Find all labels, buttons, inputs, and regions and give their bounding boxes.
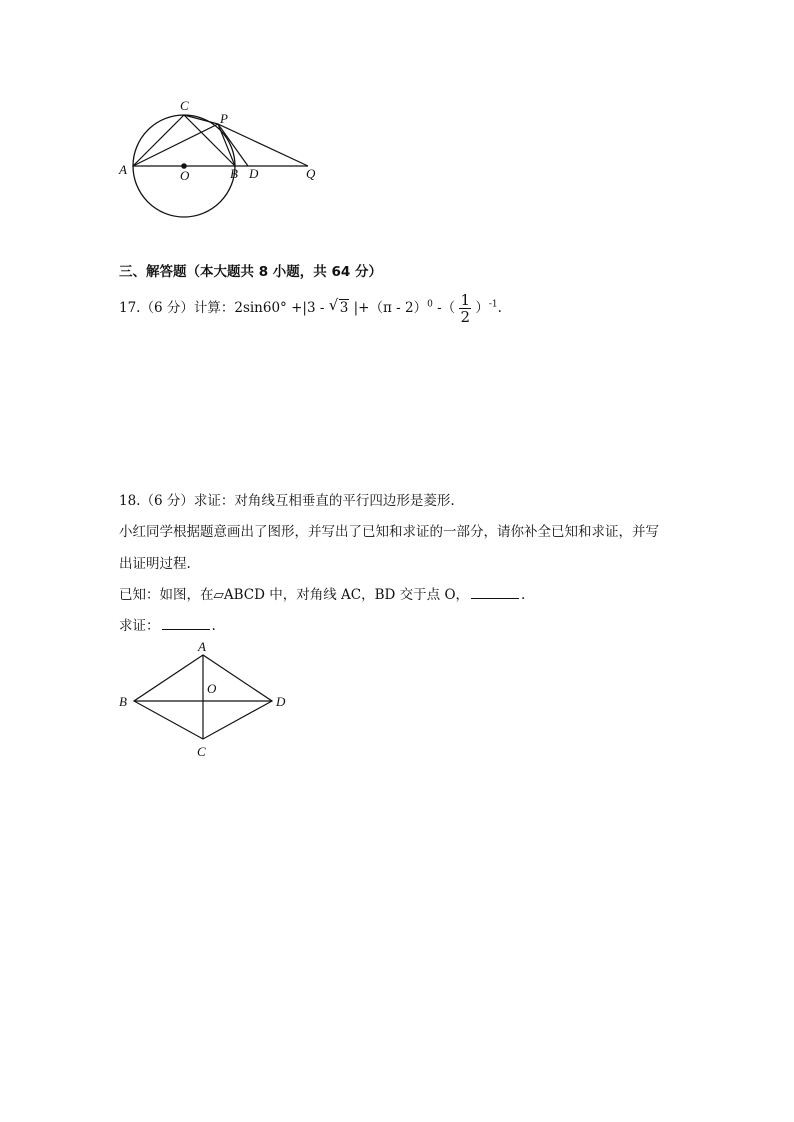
q17-part5: ）: [475, 300, 489, 316]
fraction-half: [459, 292, 471, 325]
label-q: Q: [306, 166, 316, 181]
q17-end: .: [497, 300, 502, 316]
label-o: O: [180, 168, 190, 183]
sqrt-expression: [329, 296, 350, 320]
label-c: C: [180, 98, 189, 113]
label-b2: B: [119, 694, 127, 709]
label-d: D: [249, 166, 259, 181]
radical-sign: √: [328, 296, 339, 314]
rhombus-figure: [112, 638, 297, 762]
label-c2: C: [197, 744, 206, 759]
q17-prefix: 17.（6 分）计算：2sin60°: [119, 300, 287, 316]
q18-given: [119, 583, 525, 603]
label-a: A: [119, 162, 127, 177]
q17-part4: -（: [437, 300, 456, 316]
q18-line1: 18.（6 分）求证：对角线互相垂直的平行四边形是菱形.: [119, 493, 455, 509]
given-prefix: 已知：如图，在: [119, 587, 214, 603]
label-o2: O: [207, 681, 217, 696]
parallelogram-symbol: ▱: [213, 587, 224, 603]
line-pq: [218, 124, 308, 166]
q17-exp-neg: -1: [488, 299, 498, 310]
prove-prefix: 求证：: [119, 618, 160, 634]
prove-blank[interactable]: [162, 617, 210, 630]
label-d2: D: [276, 694, 286, 709]
line-ap: [133, 124, 218, 166]
circle-figure: [112, 96, 332, 220]
q18-prove: [119, 614, 216, 634]
given-blank[interactable]: [471, 586, 519, 599]
given-middle: ABCD 中，对角线 AC，BD 交于点 O，: [223, 587, 470, 603]
label-a2: A: [198, 639, 206, 654]
q18-line2: 小红同学根据题意画出了图形，并写出了已知和求证的一部分，请你补全已知和求证，并写: [119, 524, 659, 540]
q17-part3: |+（π - 2）: [353, 300, 428, 316]
label-p: P: [220, 111, 228, 126]
question-17: [119, 292, 502, 325]
sqrt-value: 3: [339, 300, 349, 316]
given-end: .: [521, 587, 526, 603]
fraction-denominator: 2: [460, 308, 471, 326]
prove-end: .: [211, 618, 216, 634]
fraction-numerator: 1: [460, 291, 471, 309]
line-ac: [133, 115, 184, 166]
section-heading: 三、解答题（本大题共 8 小题，共 64 分）: [119, 264, 382, 280]
q17-exp0: 0: [427, 299, 433, 310]
q17-part2: +|3 -: [291, 300, 325, 316]
label-b: B: [230, 166, 238, 181]
q18-line3: 出证明过程.: [119, 556, 191, 572]
